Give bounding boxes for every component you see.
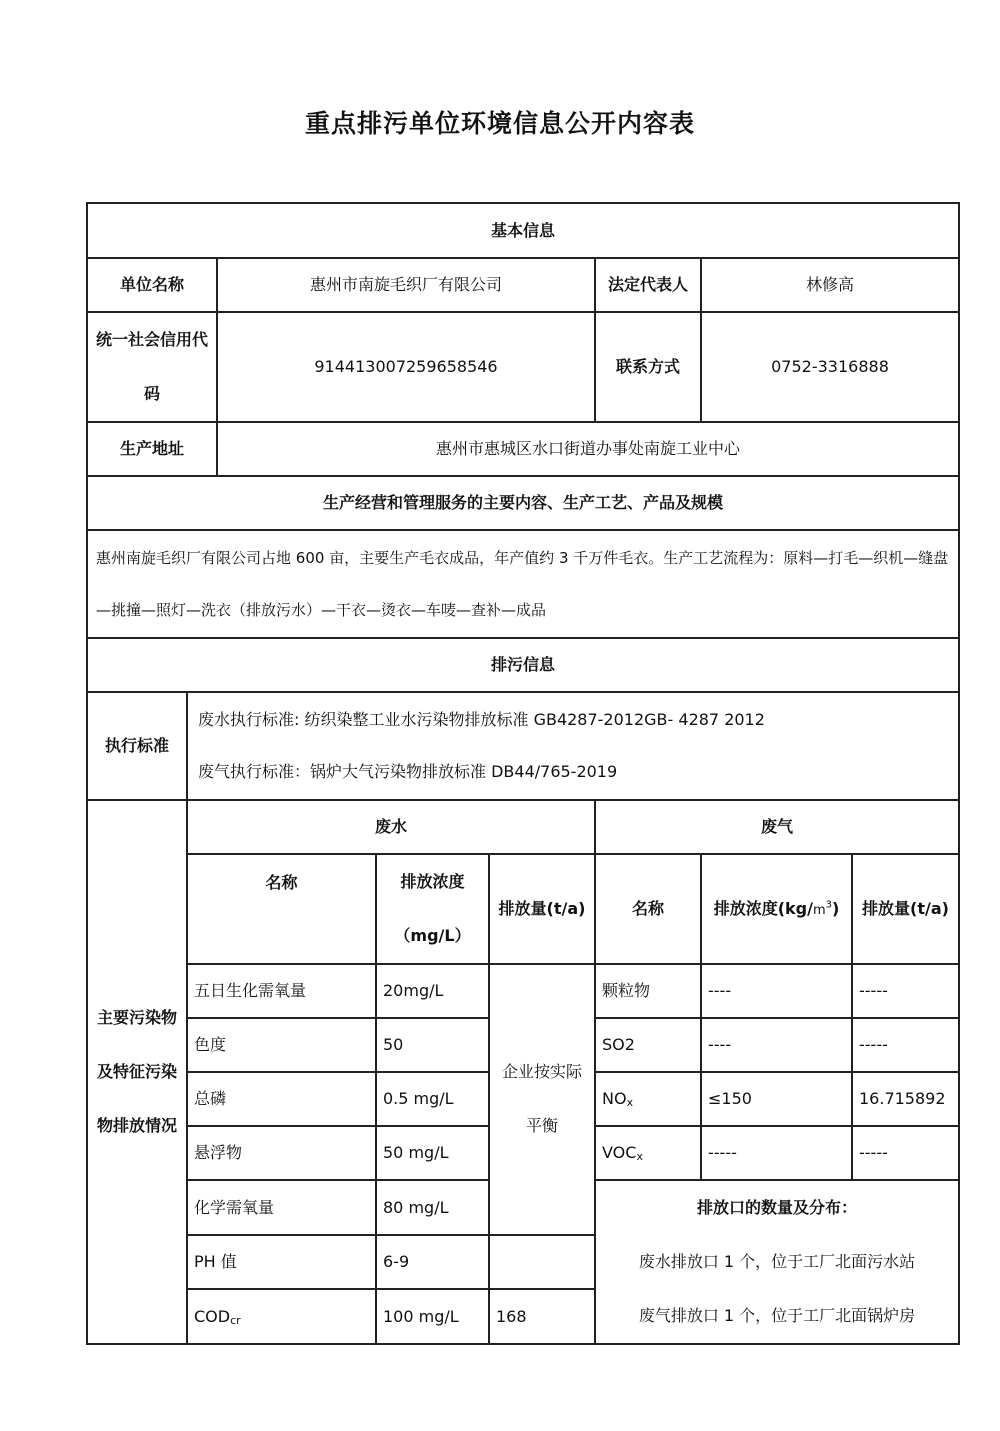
air-row-2-conc: ---- — [701, 1018, 852, 1072]
name-value: 惠州市南旋毛织厂有限公司 — [217, 258, 595, 312]
air-row-4-conc: ----- — [701, 1126, 852, 1180]
air-row-1-conc: ---- — [701, 964, 852, 1018]
water-row-7-amount: 168 — [489, 1289, 595, 1344]
water-header: 废水 — [187, 800, 595, 854]
rep-value: 林修高 — [701, 258, 959, 312]
rep-label: 法定代表人 — [595, 258, 701, 312]
water-row-7-conc: 100 mg/L — [376, 1289, 489, 1344]
air-row-1-name: 颗粒物 — [595, 964, 701, 1018]
air-header: 废气 — [595, 800, 959, 854]
basic-info-header: 基本信息 — [87, 203, 959, 258]
water-conc-unit: （mg/L） — [394, 926, 471, 945]
water-row-6-conc: 6-9 — [376, 1235, 489, 1290]
air-row-4-name: $VOC_x$ — [595, 1126, 701, 1180]
air-row-4-amount: ----- — [852, 1126, 959, 1180]
air-col-concentration: 排放浓度$(kg/m^3)$ — [701, 854, 852, 964]
water-row-5-conc: 80 mg/L — [376, 1180, 489, 1235]
water-col-name: 名称 — [187, 854, 376, 964]
main-pollutants-label: 主要污染物及特征污染物排放情况 — [87, 800, 187, 1344]
contact-value: 0752-3316888 — [701, 312, 959, 422]
outlet-water: 废水排放口 1 个，位于工厂北面污水站 — [638, 1252, 916, 1271]
water-row-7-name: $COD_{cr}$ — [187, 1289, 376, 1344]
business-header: 生产经营和管理服务的主要内容、生产工艺、产品及规模 — [87, 476, 959, 530]
outlet-title: 排放口的数量及分布： — [697, 1198, 858, 1217]
credit-value: 91441300725965854​6 — [217, 312, 595, 422]
business-description: 惠州南旋毛织厂有限公司占地 600 亩，主要生产毛衣成品，年产值约 3 千万件毛衣。生产工艺流程为：原料—打毛—织机—缝盘—挑撞—照灯—洗衣（排放污水）—干衣—烫衣—车唛—查补—成品 — [87, 530, 959, 638]
water-row-1-name: 五日生化需氧量 — [187, 964, 376, 1018]
air-col-name: 名称 — [595, 854, 701, 964]
water-row-3-conc: 0.5 mg/L — [376, 1072, 489, 1126]
contact-label: 联系方式 — [595, 312, 701, 422]
name-label: 单位名称 — [87, 258, 217, 312]
water-row-3-name: 总磷 — [187, 1072, 376, 1126]
air-row-3-amount: 16.715892 — [852, 1072, 959, 1126]
page-title: 重点排污单位环境信息公开内容表 — [304, 109, 695, 138]
address-label: 生产地址 — [87, 422, 217, 476]
water-row-4-conc: 50 mg/L — [376, 1126, 489, 1180]
water-row-2-conc: 50 — [376, 1018, 489, 1072]
water-row-1-conc: 20mg/L — [376, 964, 489, 1018]
water-row-6-name: PH 值 — [187, 1235, 376, 1290]
credit-label: 统一社会信用代码 — [87, 312, 217, 422]
address-value: 惠州市惠城区水口街道办事处南旋工业中心 — [217, 422, 959, 476]
water-standard: 废水执行标准: 纺织染整工业水污染物排放标准 GB4287-2012GB- 4287 2012 — [198, 710, 765, 729]
outlet-info — [595, 1180, 959, 1344]
water-merged-amount: 企业按实际平衡 — [489, 964, 595, 1235]
air-row-3-name: $NO_x$ — [595, 1072, 701, 1126]
standard-label: 执行标准 — [87, 692, 187, 800]
disclosure-table — [86, 202, 960, 1345]
air-row-1-amount: ----- — [852, 964, 959, 1018]
water-row-4-name: 悬浮物 — [187, 1126, 376, 1180]
air-row-2-amount: ----- — [852, 1018, 959, 1072]
air-row-3-conc: ≤150 — [701, 1072, 852, 1126]
standard-cell — [187, 692, 959, 800]
water-col-concentration — [376, 854, 489, 964]
air-col-amount: 排放量(t/a) — [852, 854, 959, 964]
air-standard: 废气执行标准：锅炉大气污染物排放标准 DB44/765-2019 — [198, 762, 618, 781]
water-row-6-amount — [489, 1235, 595, 1290]
water-conc-title: 排放浓度 — [400, 872, 465, 891]
pollution-header: 排污信息 — [87, 638, 959, 692]
water-row-2-name: 色度 — [187, 1018, 376, 1072]
water-row-5-name: 化学需氧量 — [187, 1180, 376, 1235]
air-row-2-name: SO2 — [595, 1018, 701, 1072]
water-col-amount: 排放量(t/a) — [489, 854, 595, 964]
outlet-air: 废气排放口 1 个，位于工厂北面锅炉房 — [638, 1306, 916, 1325]
